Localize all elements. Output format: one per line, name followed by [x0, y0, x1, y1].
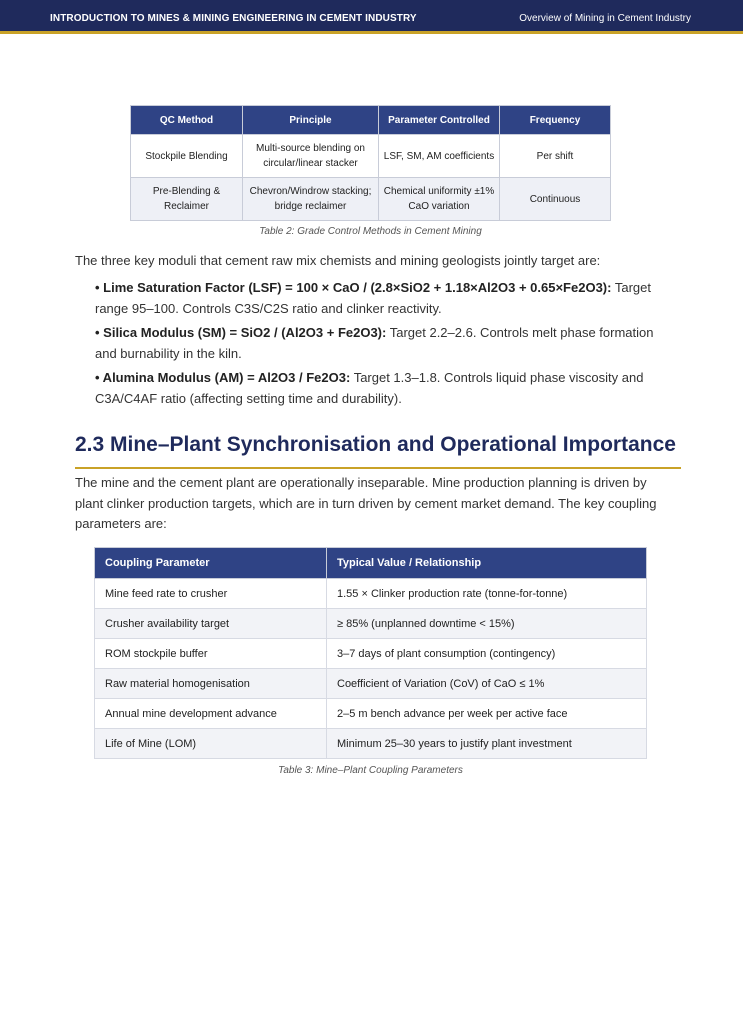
- table-header-cell: Principle: [243, 106, 379, 135]
- bullet-sm-text: Target 2.2–2.6. Controls melt phase formation and burnability in the kiln.: [95, 325, 654, 361]
- table2-caption: Table 2: Grade Control Methods in Cement Mining: [259, 226, 482, 237]
- bullet-am-term: • Alumina Modulus (AM) = Al2O3 / Fe2O3:: [95, 370, 351, 385]
- table-cell: Crusher availability target: [95, 609, 327, 639]
- table-cell: Per shift: [500, 135, 611, 178]
- section-heading: 2.3 Mine–Plant Synchronisation and Operational Importance: [75, 433, 676, 456]
- header-section-title: Overview of Mining in Cement Industry: [519, 13, 691, 24]
- page-header: [0, 0, 743, 34]
- table-cell: Life of Mine (LOM): [95, 729, 327, 759]
- table-header-cell: Coupling Parameter: [95, 548, 327, 579]
- table-header-row: [131, 106, 611, 135]
- heading-divider: [75, 467, 681, 469]
- table-cell: Raw material homogenisation: [95, 669, 327, 699]
- table-cell: ≥ 85% (unplanned downtime < 15%): [327, 609, 647, 639]
- table-cell: 2–5 m bench advance per week per active face: [327, 699, 647, 729]
- table-header-cell: Typical Value / Relationship: [327, 548, 647, 579]
- grade-control-table: [130, 105, 611, 221]
- coupling-table: [94, 547, 647, 759]
- table-row: [131, 178, 611, 221]
- table-row: [95, 669, 647, 699]
- table-header-cell: Parameter Controlled: [379, 106, 500, 135]
- table-cell: Minimum 25–30 years to justify plant investment: [327, 729, 647, 759]
- header-doc-title: INTRODUCTION TO MINES & MINING ENGINEERING IN CEMENT INDUSTRY: [50, 13, 417, 24]
- bullet-am: [95, 368, 670, 409]
- table-cell: Mine feed rate to crusher: [95, 579, 327, 609]
- table-cell: Multi-source blending on circular/linear stacker: [243, 135, 379, 178]
- bullet-lsf-text: Target range 95–100. Controls C3S/C2S ratio and clinker reactivity.: [95, 280, 651, 316]
- table-cell: Annual mine development advance: [95, 699, 327, 729]
- table-row: [95, 609, 647, 639]
- table-cell: LSF, SM, AM coefficients: [379, 135, 500, 178]
- table-cell: Coefficient of Variation (CoV) of CaO ≤ 1%: [327, 669, 647, 699]
- table-cell: Continuous: [500, 178, 611, 221]
- bullet-lsf-term: • Lime Saturation Factor (LSF) = 100 × CaO / (2.8×SiO2 + 1.18×Al2O3 + 0.65×Fe2O3):: [95, 280, 612, 295]
- table-header-row: [95, 548, 647, 579]
- table-row: [95, 729, 647, 759]
- bullet-sm: [95, 323, 670, 364]
- table-cell: Pre-Blending & Reclaimer: [131, 178, 243, 221]
- section-body: The mine and the cement plant are operationally inseparable. Mine production planning is driven by plant clinker production targets, which are in turn driven by cement market demand. The key coupling parameters are:: [75, 475, 657, 531]
- table3-caption: Table 3: Mine–Plant Coupling Parameters: [278, 765, 463, 776]
- bullet-sm-term: • Silica Modulus (SM) = SiO2 / (Al2O3 + Fe2O3):: [95, 325, 387, 340]
- table-cell: 1.55 × Clinker production rate (tonne-for-tonne): [327, 579, 647, 609]
- table-header-cell: QC Method: [131, 106, 243, 135]
- table-row: [131, 135, 611, 178]
- table-cell: ROM stockpile buffer: [95, 639, 327, 669]
- bullet-lsf: [95, 278, 670, 319]
- moduli-intro: The three key moduli that cement raw mix chemists and mining geologists jointly target are:: [75, 253, 601, 268]
- table-header-cell: Frequency: [500, 106, 611, 135]
- table-cell: Chemical uniformity ±1% CaO variation: [379, 178, 500, 221]
- table-row: [95, 639, 647, 669]
- bullet-am-text: Target 1.3–1.8. Controls liquid phase viscosity and C3A/C4AF ratio (affecting setting time and durability).: [95, 370, 644, 406]
- table-cell: Stockpile Blending: [131, 135, 243, 178]
- table-cell: 3–7 days of plant consumption (contingency): [327, 639, 647, 669]
- table-row: [95, 579, 647, 609]
- table-row: [95, 699, 647, 729]
- table-cell: Chevron/Windrow stacking; bridge reclaimer: [243, 178, 379, 221]
